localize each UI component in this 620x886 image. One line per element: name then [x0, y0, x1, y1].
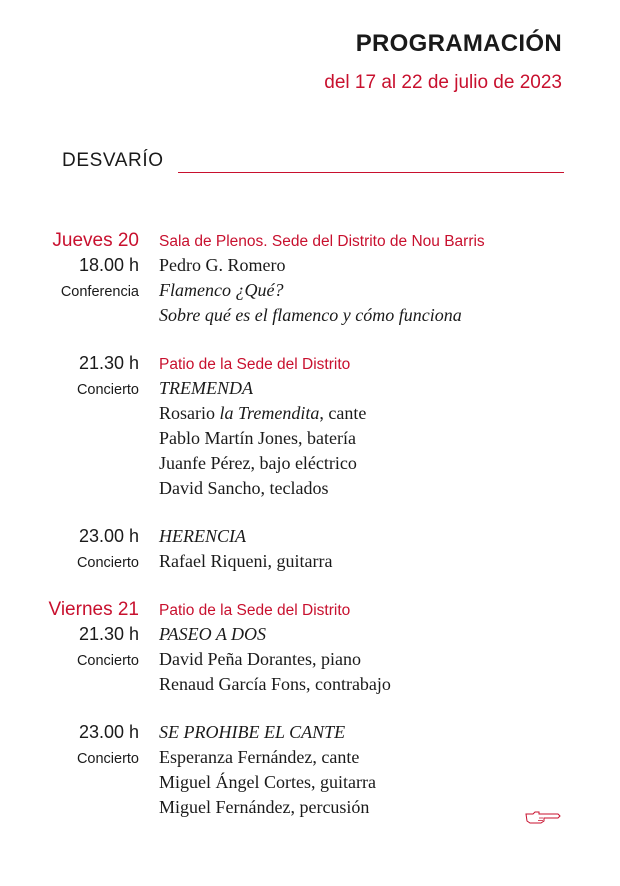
artist-name: Rosario [159, 403, 220, 423]
page-title: PROGRAMACIÓN [355, 30, 562, 57]
event-block [0, 599, 620, 699]
event-row [0, 772, 620, 797]
event-artist [159, 772, 579, 793]
event-artist [159, 747, 579, 768]
artist-nickname: la Tremendita [219, 403, 320, 423]
artist-name: Miguel Fernández, percusión [159, 797, 370, 817]
event-row [0, 353, 620, 378]
event-artist [159, 478, 579, 499]
event-block [0, 353, 620, 503]
event-artist [159, 551, 579, 572]
event-row [0, 624, 620, 649]
artist-name: Pablo Martín Jones, batería [159, 428, 356, 448]
artist-name: David Peña Dorantes, piano [159, 649, 361, 669]
event-row [0, 599, 620, 624]
event-work-title: Sobre qué es el flamenco y cómo funciona [159, 305, 462, 325]
event-row [0, 280, 620, 305]
event-row [0, 453, 620, 478]
event-row [0, 255, 620, 280]
section-label: DESVARÍO [62, 150, 164, 171]
event-kind: Concierto [76, 555, 139, 571]
artist-name: Esperanza Fernández, cante [159, 747, 360, 767]
event-speaker: Pedro G. Romero [159, 255, 286, 275]
event-time: 21.30 h [78, 353, 139, 373]
event-row [0, 230, 620, 255]
artist-name: David Sancho, teclados [159, 478, 329, 498]
artist-role: , cante [319, 403, 367, 423]
event-venue: Sala de Plenos. Sede del Distrito de Nou Barris [159, 233, 485, 250]
event-row [0, 428, 620, 453]
event-kind: Concierto [76, 751, 139, 767]
event-row [0, 403, 620, 428]
event-work-title: SE PROHIBE EL CANTE [159, 722, 346, 742]
event-artist [159, 797, 579, 818]
page-subtitle-dates: del 17 al 22 de julio de 2023 [324, 72, 562, 93]
artist-name: Miguel Ángel Cortes, guitarra [159, 772, 376, 792]
event-artist [159, 453, 579, 474]
event-row [0, 722, 620, 747]
event-row [0, 674, 620, 699]
artist-name: Rafael Riqueni, guitarra [159, 551, 333, 571]
event-work-title: HERENCIA [159, 526, 246, 546]
event-row [0, 378, 620, 403]
event-row [0, 526, 620, 551]
event-row [0, 551, 620, 576]
event-row [0, 305, 620, 330]
event-row [0, 478, 620, 503]
event-artist [159, 649, 579, 670]
event-time: 23.00 h [78, 722, 139, 742]
artist-name: Renaud García Fons, contrabajo [159, 674, 391, 694]
event-artist [159, 674, 579, 695]
event-row [0, 649, 620, 674]
event-work-title: TREMENDA [159, 378, 253, 398]
event-block [0, 526, 620, 576]
event-work-title: PASEO A DOS [159, 624, 267, 644]
event-venue: Patio de la Sede del Distrito [159, 356, 351, 373]
event-work-title: Flamenco ¿Qué? [159, 280, 284, 300]
event-artist [159, 428, 579, 449]
day-label: Jueves 20 [52, 230, 139, 251]
event-block [0, 230, 620, 330]
pointing-hand-icon [524, 809, 562, 825]
event-row [0, 747, 620, 772]
event-time: 21.30 h [78, 624, 139, 644]
event-kind: Concierto [76, 382, 139, 398]
event-block [0, 722, 620, 822]
artist-name: Juanfe Pérez, bajo eléctrico [159, 453, 357, 473]
day-label: Viernes 21 [48, 599, 139, 620]
event-venue: Patio de la Sede del Distrito [159, 602, 351, 619]
event-kind: Concierto [76, 653, 139, 669]
event-kind: Conferencia [60, 284, 139, 300]
event-artist [159, 403, 579, 424]
schedule-list [0, 230, 620, 845]
event-time: 18.00 h [78, 255, 139, 275]
event-time: 23.00 h [78, 526, 139, 546]
section-divider [178, 172, 564, 173]
